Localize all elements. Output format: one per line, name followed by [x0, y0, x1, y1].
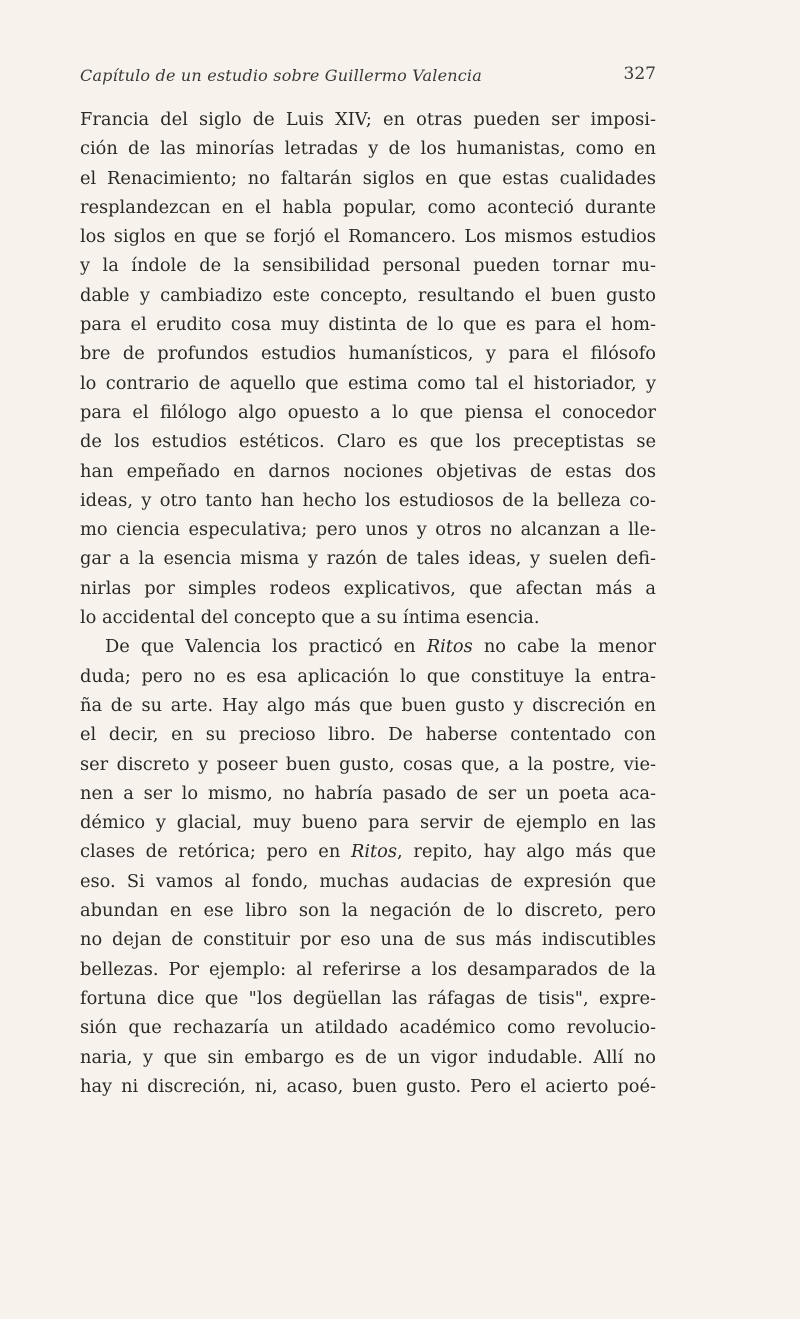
text-line: ción de las minorías letradas y de los humanistas, como en: [80, 138, 656, 160]
text-line: no dejan de constituir por eso una de sus más indiscutibles: [80, 929, 656, 951]
text-run: no cabe la menor: [472, 636, 656, 658]
text-run: De que Valencia los practicó en: [105, 636, 427, 658]
text-line: bre de profundos estudios humanísticos, y para el filósofo: [80, 343, 656, 365]
text-run: clases de retórica; pero en: [80, 841, 351, 863]
text-line: ideas, y otro tanto han hecho los estudiosos de la belleza co-: [80, 489, 656, 511]
text-line: ña de su arte. Hay algo más que buen gusto y discreción en: [80, 694, 656, 716]
text-line: bellezas. Por ejemplo: al referirse a los desamparados de la: [80, 958, 656, 980]
text-line: para el filólogo algo opuesto a lo que piensa el conocedor: [80, 401, 656, 423]
body-text: [80, 105, 656, 1101]
text-line: resplandezcan en el habla popular, como aconteció durante: [80, 196, 656, 218]
paragraph-2: [80, 632, 656, 1101]
text-line: démico y glacial, muy bueno para servir de ejemplo en las: [80, 812, 656, 834]
book-title-italic: Ritos: [350, 841, 397, 863]
text-line: eso. Si vamos al fondo, muchas audacias de expresión que: [80, 870, 656, 892]
text-line: mo ciencia especulativa; pero unos y otros no alcanzan a lle-: [80, 519, 656, 541]
text-line: fortuna dice que "los degüellan las ráfagas de tisis", expre-: [80, 987, 656, 1009]
running-head: [80, 62, 656, 92]
text-line: [80, 632, 656, 661]
text-line: [80, 837, 656, 866]
text-line: Francia del siglo de Luis XIV; en otras pueden ser imposi-: [80, 109, 656, 130]
page-number: 327: [623, 64, 656, 84]
text-line: nirlas por simples rodeos explicativos, que afectan más a: [80, 577, 656, 599]
text-line: duda; pero no es esa aplicación lo que constituye la entra-: [80, 665, 656, 687]
text-line: lo contrario de aquello que estima como tal el historiador, y: [80, 372, 656, 394]
text-line: abundan en ese libro son la negación de lo discreto, pero: [80, 900, 656, 922]
text-line: de los estudios estéticos. Claro es que los preceptistas se: [80, 431, 656, 453]
text-line: sión que rechazaría un atildado académico como revolucio-: [80, 1017, 656, 1039]
text-line: para el erudito cosa muy distinta de lo que es para el hom-: [80, 314, 656, 336]
running-head-title: Capítulo de un estudio sobre Guillermo Valencia: [80, 66, 482, 85]
text-line: y la índole de la sensibilidad personal pueden tornar mu-: [80, 255, 656, 277]
text-line: han empeñado en darnos nociones objetivas de estas dos: [80, 460, 656, 482]
text-line: el decir, en su precioso libro. De haberse contentado con: [80, 724, 656, 746]
text-line: dable y cambiadizo este concepto, resultando el buen gusto: [80, 284, 656, 306]
text-line: lo accidental del concepto que a su íntima esencia.: [80, 607, 540, 629]
text-line: hay ni discreción, ni, acaso, buen gusto. Pero el acierto poé-: [80, 1075, 656, 1097]
text-line: el Renacimiento; no faltarán siglos en que estas cualidades: [80, 167, 656, 189]
book-title-italic: Ritos: [426, 636, 473, 658]
text-line: ser discreto y poseer buen gusto, cosas que, a la postre, vie-: [80, 753, 656, 775]
text-line: naria, y que sin embargo es de un vigor indudable. Allí no: [80, 1046, 656, 1068]
paragraph-1: [80, 105, 656, 632]
text-line: los siglos en que se forjó el Romancero. Los mismos estudios: [80, 226, 656, 248]
text-run: , repito, hay algo más que: [397, 841, 656, 863]
text-line: gar a la esencia misma y razón de tales ideas, y suelen defi-: [80, 548, 656, 570]
text-line: nen a ser lo mismo, no habría pasado de ser un poeta aca-: [80, 782, 656, 804]
